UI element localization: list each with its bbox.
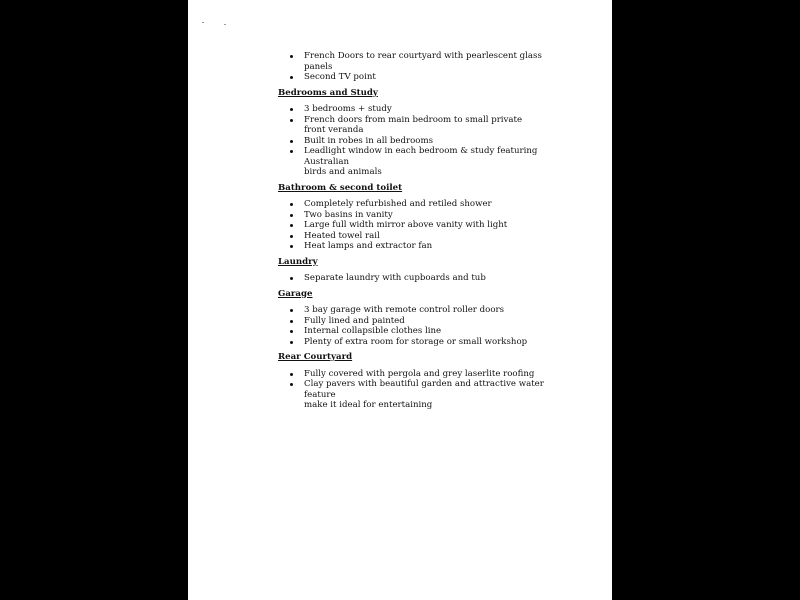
section-heading: Laundry	[278, 256, 318, 267]
section-heading: Rear Courtyard	[278, 352, 353, 362]
list-item: Large full width mirror above vanity with light	[278, 220, 544, 231]
list-item: French Doors to rear courtyard with pearlescent glass panels	[278, 51, 544, 72]
list-item: 3 bedrooms + study	[278, 104, 544, 115]
list-item: Internal collapsible clothes line	[278, 326, 544, 337]
section-garage	[278, 289, 608, 348]
list-item: Completely refurbished and retiled shower	[278, 199, 544, 210]
section-heading: Bathroom & second toilet	[278, 182, 403, 193]
section-bathroom	[278, 183, 608, 252]
scan-speck	[202, 22, 204, 23]
bullet-list	[278, 369, 608, 411]
list-item: Two basins in vanity	[278, 210, 544, 221]
list-item: Fully covered with pergola and grey laserlite roofing	[278, 369, 544, 380]
list-item: French doors from main bedroom to small private front veranda	[278, 115, 544, 136]
list-item: Leadlight window in each bedroom & study featuring Australian birds and animals	[278, 146, 544, 178]
document-page	[188, 0, 612, 600]
section-rear-courtyard	[278, 352, 608, 411]
list-item: Fully lined and painted	[278, 316, 544, 327]
list-item: Heated towel rail	[278, 231, 544, 242]
list-item: Clay pavers with beautiful garden and attractive water feature make it ideal for entertaining	[278, 379, 544, 411]
bullet-list	[278, 199, 608, 252]
section-bedrooms-study	[278, 88, 608, 178]
list-item: Separate laundry with cupboards and tub	[278, 273, 544, 284]
section-heading: Garage	[278, 288, 313, 299]
section-heading: Bedrooms and Study	[278, 87, 378, 98]
scan-speck	[224, 24, 226, 25]
list-item: 3 bay garage with remote control roller doors	[278, 305, 544, 316]
document-body	[278, 51, 608, 411]
list-item: Built in robes in all bedrooms	[278, 136, 544, 147]
list-item: Plenty of extra room for storage or small workshop	[278, 337, 544, 348]
bullet-list	[278, 305, 608, 347]
section-laundry	[278, 257, 608, 284]
list-item: Heat lamps and extractor fan	[278, 241, 544, 252]
list-item: Second TV point	[278, 72, 544, 83]
bullet-list	[278, 273, 608, 284]
intro-list	[278, 51, 608, 83]
bullet-list	[278, 104, 608, 178]
